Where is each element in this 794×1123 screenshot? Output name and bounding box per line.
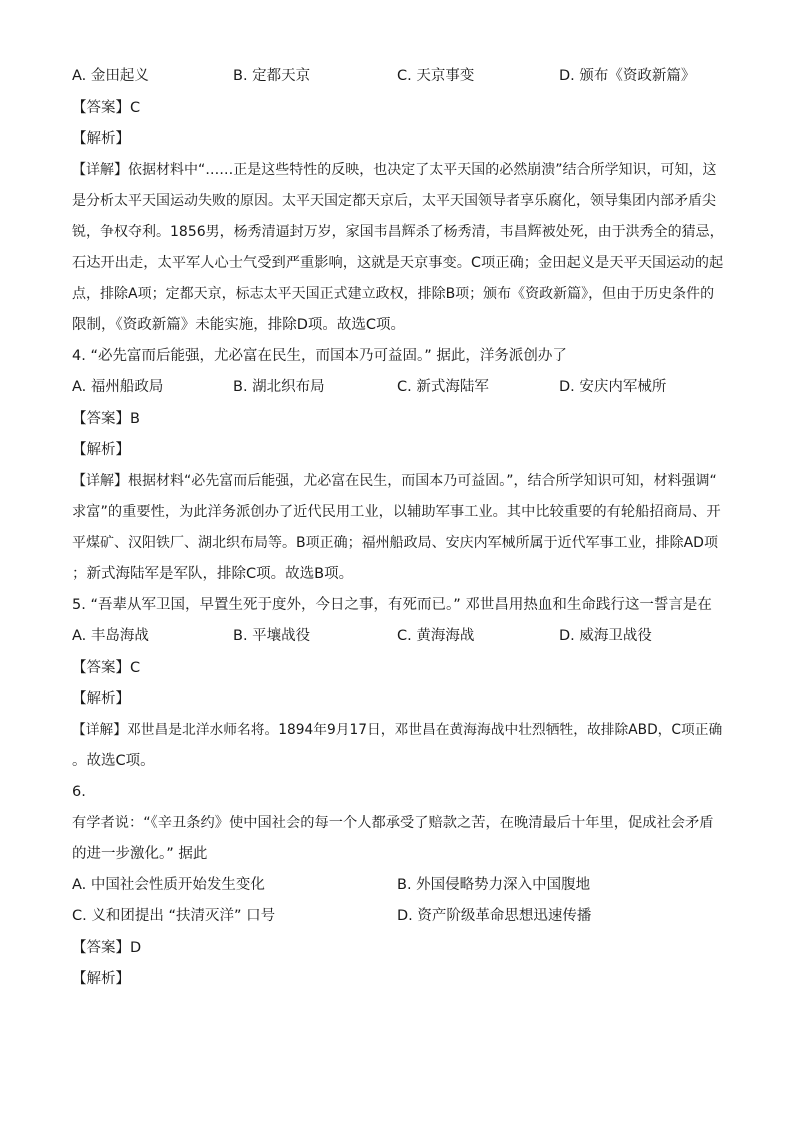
q5-option-a: A. 丰岛海战: [72, 628, 149, 644]
q3-option-d: D. 颁布《资政新篇》: [559, 68, 696, 84]
q3-option-b: B. 定都天京: [233, 68, 311, 84]
q4-detail-line: 求富”的重要性，为此洋务派创办了近代民用工业，以辅助军事工业。其中比较重要的有轮船招商局、开: [72, 504, 721, 520]
q3-analysis-label: 【解析】: [72, 131, 130, 147]
q4-stem: 4. “必先富而后能强，尤必富在民生，而国本乃可益固。” 据此，洋务派创办了: [72, 348, 567, 364]
q3-detail-line: 是分析太平天国运动失败的原因。太平天国定都天京后，太平天国领导者享乐腐化，领导集团内部矛盾尖: [72, 193, 716, 209]
q4-option-b: B. 湖北织布局: [233, 379, 325, 395]
q4-option-d: D. 安庆内军械所: [559, 379, 667, 395]
q6-stem-line: 的进一步激化。” 据此: [72, 846, 208, 862]
q4-option-c: C. 新式海陆军: [397, 379, 489, 395]
q5-option-c: C. 黄海海战: [397, 628, 475, 644]
q3-detail-line: 点，排除A项；定都天京，标志太平天国正式建立政权，排除B项；颁布《资政新篇》，但由于历史条件的: [72, 286, 715, 302]
q4-detail-line: 【详解】根据材料“必先富而后能强，尤必富在民生，而国本乃可益固。”，结合所学知识可知，材料强调“: [72, 473, 717, 489]
q4-detail-line: 平煤矿、汉阳铁厂、湖北织布局等。B项正确；福州船政局、安庆内军械所属于近代军事工业，排除AD项: [72, 535, 718, 551]
q3-option-a: A. 金田起义: [72, 68, 149, 84]
q5-stem: 5. “吾辈从军卫国，早置生死于度外，今日之事，有死而已。” 邓世昌用热血和生命践行这一誓言是在: [72, 597, 712, 613]
q5-option-b: B. 平壤战役: [233, 628, 311, 644]
q6-option-c: C. 义和团提出 “扶清灭洋” 口号: [72, 908, 276, 924]
q6-number: 6.: [72, 784, 86, 800]
q3-detail-line: 石达开出走，太平军人心士气受到严重影响，这就是天京事变。C项正确；金田起义是天平天国运动的起: [72, 255, 724, 271]
q3-option-c: C. 天京事变: [397, 68, 475, 84]
q4-answer: 【答案】B: [72, 411, 140, 427]
q4-detail-line: ；新式海陆军是军队，排除C项。故选B项。: [72, 566, 354, 582]
q5-detail-line: 。故选C项。: [72, 753, 155, 769]
q3-detail-line: 锐，争权夺利。1856男，杨秀清逼封万岁，家国韦昌辉杀了杨秀清，韦昌辉被处死，由于洪秀全的猜忌，: [72, 224, 724, 240]
q3-detail-line: 限制，《资政新篇》未能实施，排除D项。故选C项。: [72, 317, 406, 333]
q6-option-a: A. 中国社会性质开始发生变化: [72, 877, 265, 893]
q5-detail-line: 【详解】邓世昌是北洋水师名将。1894年9月17日，邓世昌在黄海海战中壮烈牺牲，故排除ABD，C项正确: [72, 722, 723, 738]
q4-option-a: A. 福州船政局: [72, 379, 164, 395]
q6-stem-line: 有学者说：“《辛丑条约》使中国社会的每一个人都承受了赔款之苦，在晚清最后十年里，促成社会矛盾: [72, 815, 714, 831]
q5-analysis-label: 【解析】: [72, 691, 130, 707]
q6-analysis-label: 【解析】: [72, 971, 130, 987]
q5-option-d: D. 威海卫战役: [559, 628, 652, 644]
q6-option-d: D. 资产阶级革命思想迅速传播: [397, 908, 592, 924]
q6-answer: 【答案】D: [72, 940, 142, 956]
q3-detail-line: 【详解】依据材料中“……正是这些特性的反映，也决定了太平天国的必然崩溃”结合所学知识，可知，这: [72, 162, 717, 178]
q4-analysis-label: 【解析】: [72, 442, 130, 458]
q5-answer: 【答案】C: [72, 660, 141, 676]
q6-option-b: B. 外国侵略势力深入中国腹地: [397, 877, 591, 893]
q3-answer: 【答案】C: [72, 100, 141, 116]
